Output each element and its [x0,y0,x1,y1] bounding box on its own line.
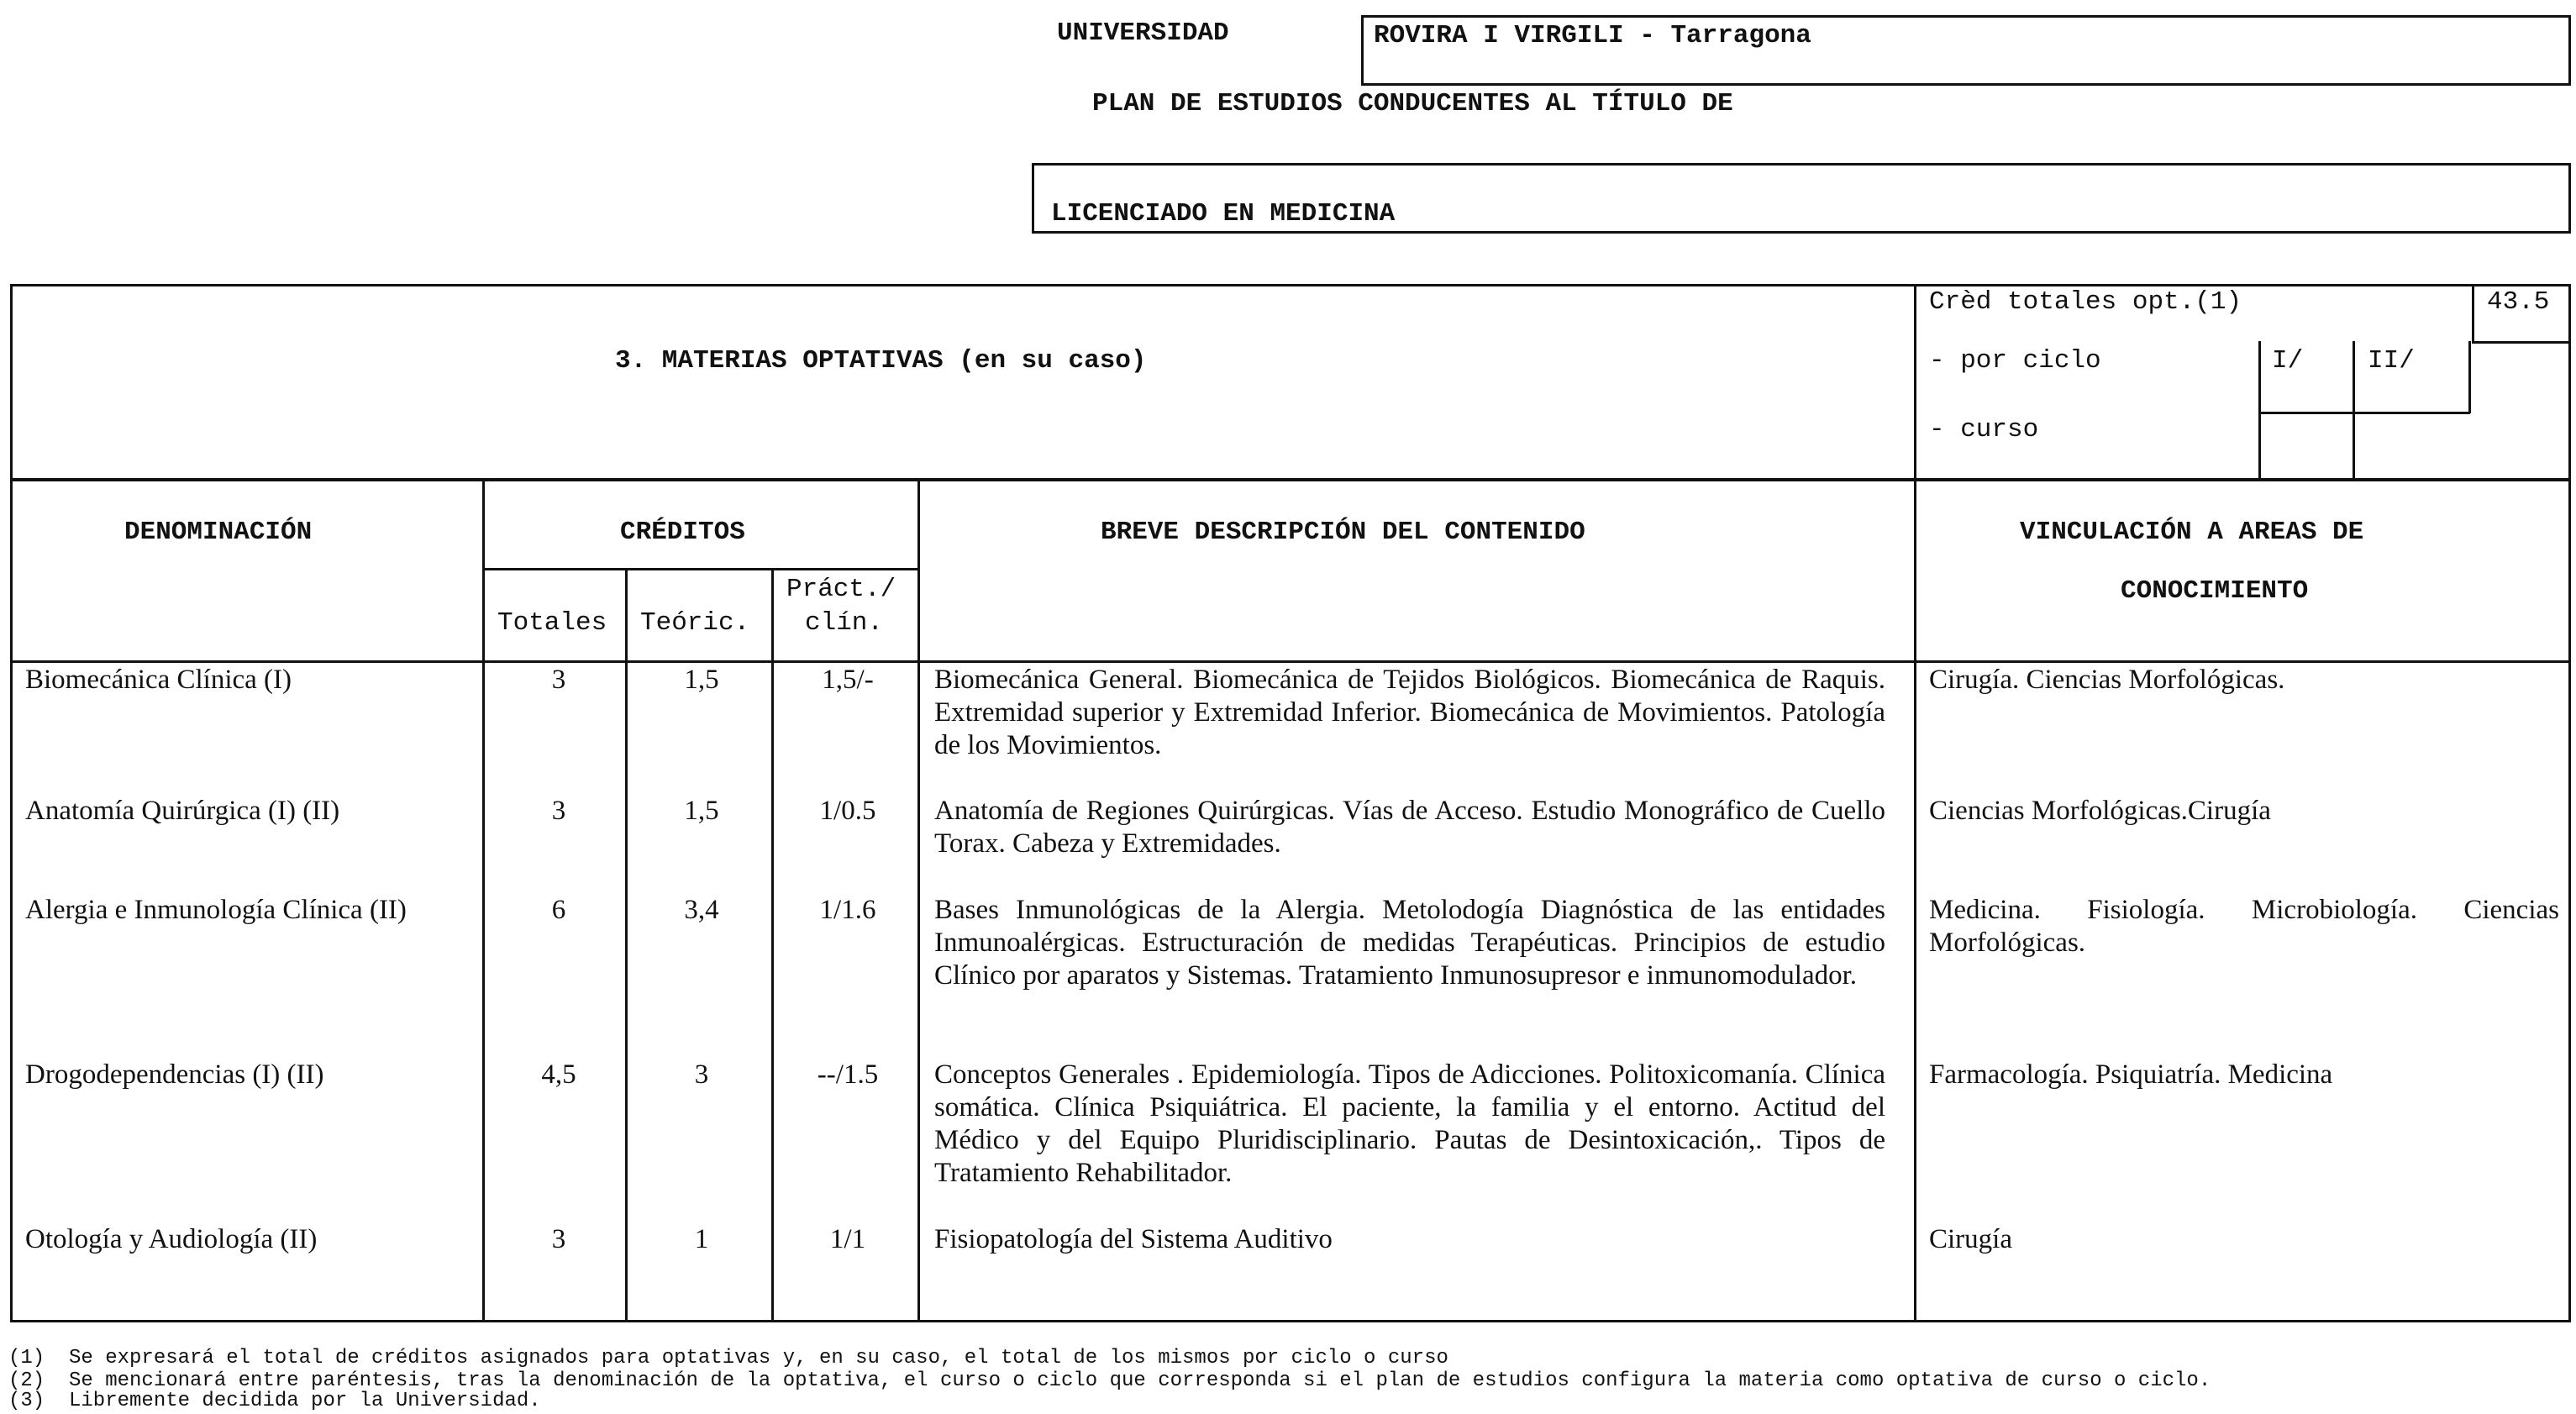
row-name: Biomecánica Clínica (I) [25,665,292,695]
row-areas: Cirugía [1929,1224,2012,1254]
course-label: - curso [1929,415,2039,444]
row-pract: 1,5/- [822,665,874,695]
header-pract-line1: Práct./ [786,575,896,604]
row-pract: 1/1.6 [819,895,876,925]
row-descripcion: Fisiopatología del Sistema Auditivo [934,1224,1333,1254]
header-vinculacion-line1: VINCULACIÓN A AREAS DE [2020,518,2364,547]
row-teoric: 1,5 [684,665,719,695]
footnote-mark: (2) [8,1369,45,1392]
credits-total-label: Crèd totales opt.(1) [1929,287,2242,317]
row-totales: 3 [551,796,566,826]
footnote-mark: (3) [8,1390,45,1412]
university-label: UNIVERSIDAD [1057,18,1229,48]
row-pract: --/1.5 [817,1059,879,1090]
degree-title: LICENCIADO EN MEDICINA [1051,199,1396,229]
row-descripcion: Anatomía de Regiones Quirúrgicas. Vías de Acceso. Estudio Monográfico de Cuello Torax. Cabeza y Extremidades. [934,796,1885,859]
row-descripcion: Biomecánica General. Biomecánica de Tejidos Biológicos. Biomecánica de Raquis. Extremidad superior y Extremidad Inferior. Biomecánica de Movimientos. Patología de los Movimientos. [934,665,1885,760]
footnote-text: Se expresará el total de créditos asignados para optativas y, en su caso, el total de los mismos por ciclo o curso [69,1347,1448,1369]
row-areas: Farmacología. Psiquiatría. Medicina [1929,1059,2333,1090]
credits-total-value: 43.5 [2487,287,2550,317]
row-areas: Medicina. Fisiología. Microbiología. Ciencias Morfológicas. [1929,895,2559,958]
university-name-box [1361,15,2571,86]
row-name: Alergia e Inmunología Clínica (II) [25,895,407,925]
footnote-text: Se mencionará entre paréntesis, tras la denominación de la optativa, el curso o ciclo que corresponda si el plan de estudios configura la materia como optativa de curso o ciclo. [69,1369,2211,1392]
header-vinculacion-line2: CONOCIMIENTO [2121,576,2309,606]
row-totales: 4,5 [541,1059,576,1090]
row-pract: 1/1 [829,1224,866,1254]
footnote-mark: (1) [8,1347,45,1369]
row-pract: 1/0.5 [819,796,876,826]
section-title: 3. MATERIAS OPTATIVAS (en su caso) [615,346,1147,376]
row-totales: 6 [551,895,566,925]
row-teoric: 3,4 [684,895,719,925]
cycle-one: I/ [2272,346,2304,376]
row-areas: Ciencias Morfológicas.Cirugía [1929,796,2271,826]
row-totales: 3 [551,665,566,695]
row-totales: 3 [551,1224,566,1254]
row-teoric: 1,5 [684,796,719,826]
row-teoric: 3 [694,1059,709,1090]
header-pract-line2: clín. [805,608,884,638]
header-totales: Totales [497,608,607,638]
row-name: Drogodependencias (I) (II) [25,1059,324,1090]
per-cycle-label: - por ciclo [1929,346,2101,376]
row-areas: Cirugía. Ciencias Morfológicas. [1929,665,2285,695]
cycle-two: II/ [2368,346,2415,376]
degree-title-box [1032,163,2571,234]
row-descripcion: Bases Inmunológicas de la Alergia. Metolodogía Diagnóstica de las entidades Inmunoalérgicas. Estructuración de medidas Terapéuticas. Principios de estudio Clínico por aparatos y Sistemas. Tratamiento Inmunosupresor e inmunomodulador. [934,895,1885,991]
row-teoric: 1 [694,1224,709,1254]
header-creditos: CRÉDITOS [620,518,745,547]
row-name: Anatomía Quirúrgica (I) (II) [25,796,340,826]
footnote-text: Libremente decidida por la Universidad. [69,1390,541,1412]
plan-label: PLAN DE ESTUDIOS CONDUCENTES AL TÍTULO DE [1092,89,1733,118]
row-name: Otología y Audiología (II) [25,1224,318,1254]
header-descripcion: BREVE DESCRIPCIÓN DEL CONTENIDO [1101,518,1585,547]
header-denominacion: DENOMINACIÓN [124,518,313,547]
university-name: ROVIRA I VIRGILI - Tarragona [1374,21,1811,50]
header-teoric: Teóric. [640,608,750,638]
row-descripcion: Conceptos Generales . Epidemiología. Tipos de Adicciones. Politoxicomanía. Clínica somática. Clínica Psiquiátrica. El paciente, la familia y el entorno. Actitud del Médico y del Equipo Pluridisciplinario. Pautas de Desintoxicación,. Tipos de Tratamiento Rehabilitador. [934,1059,1885,1188]
